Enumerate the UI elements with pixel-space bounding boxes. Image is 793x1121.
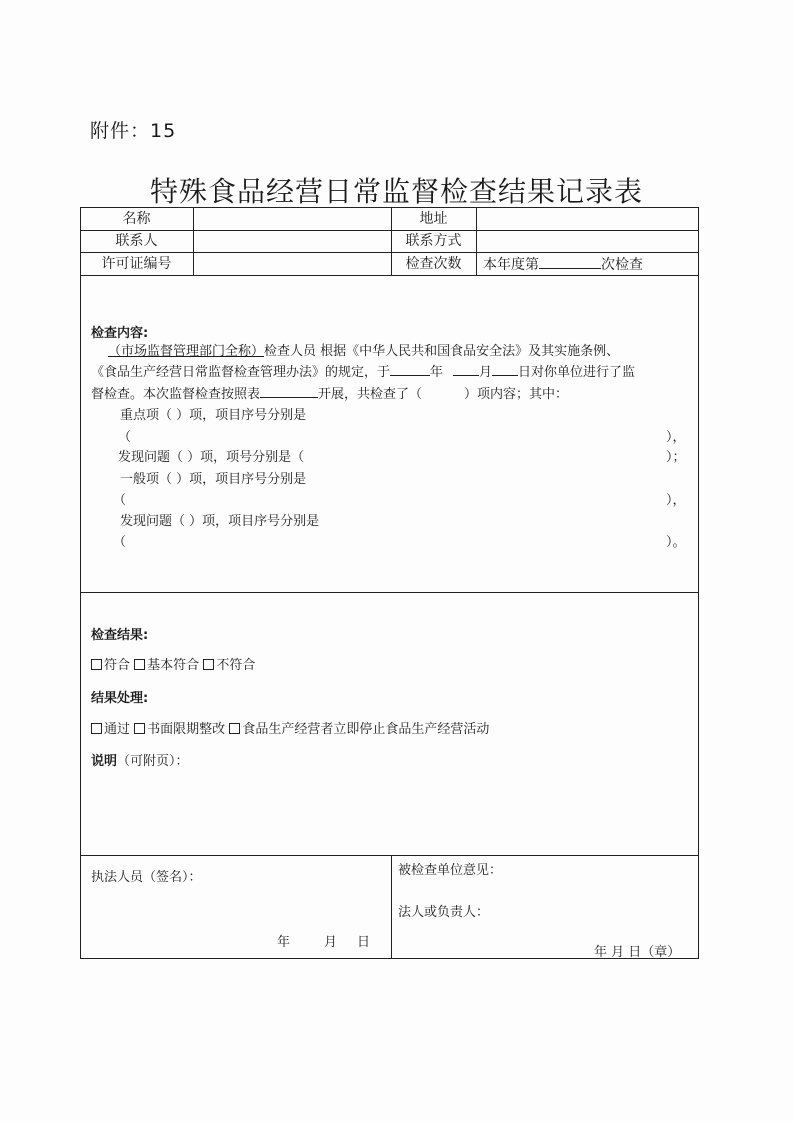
license-label: 许可证编号 xyxy=(101,256,172,272)
officer-label: 执法人员（签名）： xyxy=(91,870,202,885)
problems-line-1: 发现问题（ ）项，项号分别是（ xyxy=(118,450,305,465)
checkbox-icon[interactable] xyxy=(203,659,214,670)
left-month: 月 xyxy=(324,935,338,950)
inspection-count-blank[interactable] xyxy=(539,254,601,269)
contact-label: 联系人 xyxy=(115,233,158,249)
department-name: （市场监督管理部门全称） xyxy=(108,344,265,359)
general-items-open: （ xyxy=(113,493,127,508)
handling-option-stop[interactable] xyxy=(229,722,489,737)
opinion-label: 被检查单位意见： xyxy=(398,863,503,878)
legal-rep-label: 法人或负责人： xyxy=(398,905,490,920)
column-divider xyxy=(391,855,392,959)
year-blank[interactable] xyxy=(390,361,430,376)
form-table xyxy=(80,207,699,959)
option-label: 通过 xyxy=(104,722,131,737)
problems-line-2-close: ）。 xyxy=(666,535,686,550)
option-label: 符合 xyxy=(104,658,131,673)
content-line-1 xyxy=(108,340,619,359)
general-items-line: 一般项（ ）项，项目序号分别是 xyxy=(120,472,307,487)
address-label: 地址 xyxy=(419,211,448,227)
checkbox-icon[interactable] xyxy=(229,723,240,734)
checkbox-icon[interactable] xyxy=(134,723,145,734)
option-label: 不符合 xyxy=(216,658,256,673)
inspection-count-label: 检查次数 xyxy=(405,256,462,272)
result-option-conform[interactable] xyxy=(91,658,130,673)
content-line-3 xyxy=(91,383,568,402)
checkbox-icon[interactable] xyxy=(91,659,102,670)
left-day: 日 xyxy=(357,935,371,950)
name-field[interactable] xyxy=(194,209,391,229)
result-option-nonconform[interactable] xyxy=(203,658,255,673)
section-divider xyxy=(80,592,699,593)
right-date: 年 月 日（章） xyxy=(594,945,681,960)
month-blank[interactable] xyxy=(453,361,479,376)
handling-heading: 结果处理: xyxy=(91,691,149,706)
key-items-close: ）， xyxy=(666,430,686,445)
left-year: 年 xyxy=(277,935,291,950)
contact-field[interactable] xyxy=(194,231,391,251)
handling-option-rectify[interactable] xyxy=(134,722,225,737)
handling-option-pass[interactable] xyxy=(91,722,130,737)
content-heading: 检查内容: xyxy=(91,326,149,341)
option-label: 基本符合 xyxy=(147,658,200,673)
contact-method-field[interactable] xyxy=(477,231,699,251)
row-divider xyxy=(80,275,699,276)
left-date xyxy=(277,931,370,950)
key-items-open: （ xyxy=(118,430,132,445)
problems-line-2-open: （ xyxy=(113,535,127,550)
row-divider xyxy=(80,252,699,253)
table-blank[interactable] xyxy=(260,383,318,398)
address-field[interactable] xyxy=(477,209,699,229)
result-options xyxy=(91,654,255,673)
name-label: 名称 xyxy=(122,211,151,227)
problems-line-1-close: ）； xyxy=(666,450,686,465)
content-line-2-text: 《食品生产经营日常监督检查管理办法》的规定，于 xyxy=(91,365,391,380)
checkbox-icon[interactable] xyxy=(134,659,145,670)
inspection-count-field[interactable] xyxy=(483,254,643,274)
attachment-label: 附件：15 xyxy=(90,120,177,142)
license-field[interactable] xyxy=(194,254,391,274)
note-label: 说明 xyxy=(91,754,118,769)
day-blank[interactable] xyxy=(492,361,518,376)
key-items-line: 重点项（ ）项，项目序号分别是 xyxy=(120,408,307,423)
inspection-count-suffix: 次检查 xyxy=(601,257,643,273)
inspection-count-prefix: 本年度第 xyxy=(483,257,539,273)
option-label: 书面限期整改 xyxy=(147,722,226,737)
content-line-3-mid: 开展，共检查了（ xyxy=(318,387,423,402)
checkbox-icon[interactable] xyxy=(91,723,102,734)
section-divider xyxy=(80,855,699,856)
problems-line-2: 发现问题（ ）项，项目序号分别是 xyxy=(120,514,320,529)
result-option-basic-conform[interactable] xyxy=(134,658,199,673)
general-items-close: ）， xyxy=(666,493,686,508)
content-line-2 xyxy=(91,361,635,380)
month-label: 月 xyxy=(479,365,493,380)
result-heading: 检查结果: xyxy=(91,628,149,643)
contact-method-label: 联系方式 xyxy=(405,233,462,249)
handling-options xyxy=(91,718,489,737)
content-line-3-text: 督检查。本次监督检查按照表 xyxy=(91,387,261,402)
option-label: 食品生产经营者立即停止食品生产经营活动 xyxy=(242,722,490,737)
page-title: 特殊食品经营日常监督检查结果记录表 xyxy=(149,175,643,208)
note-suffix: （可附页）： xyxy=(117,754,189,769)
content-line-1-text: 检查人员 根据《中华人民共和国食品安全法》及其实施条例、 xyxy=(264,344,620,359)
year-label: 年 xyxy=(430,365,444,380)
content-line-3-tail: ）项内容；其中： xyxy=(464,387,569,402)
note-line xyxy=(91,750,189,769)
content-line-2-tail: 日对你单位进行了监 xyxy=(518,365,636,380)
